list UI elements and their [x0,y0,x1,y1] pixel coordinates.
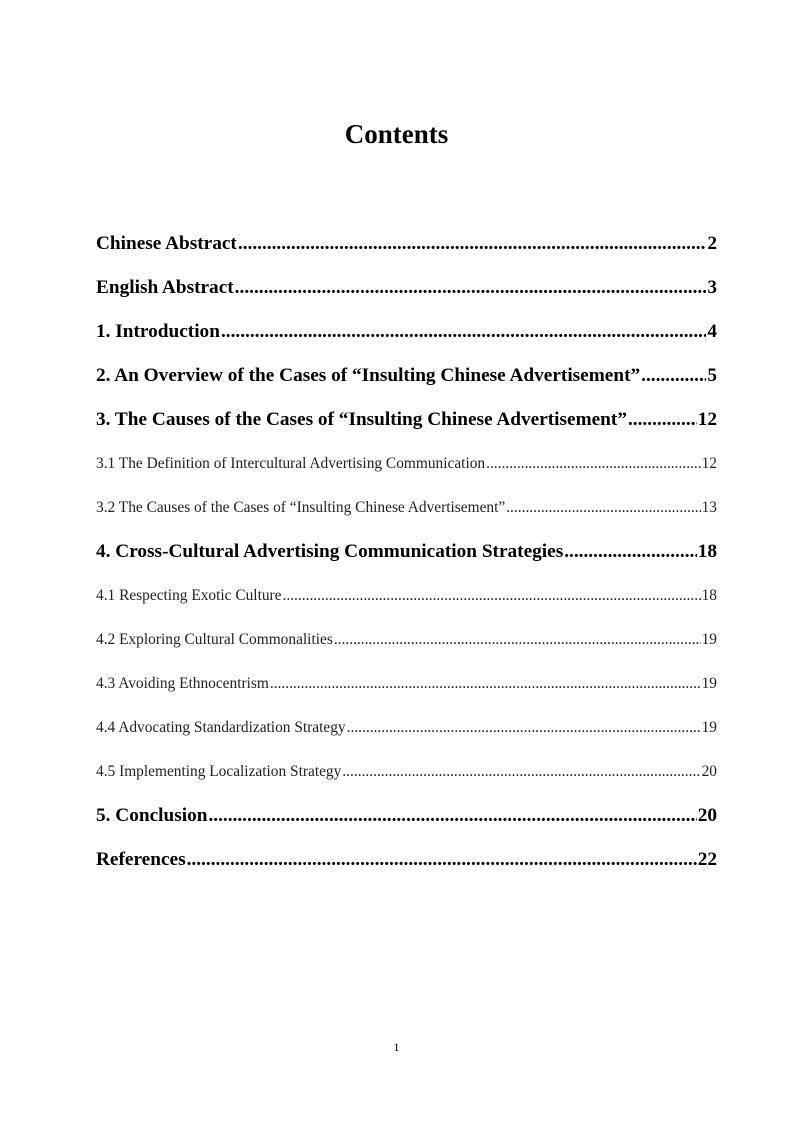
toc-entry-label: 4.5 Implementing Localization Strategy [96,763,342,780]
toc-entry-label: 4. Cross-Cultural Advertising Communication Strategies [96,541,564,562]
toc-entry-label: 4.2 Exploring Cultural Commonalities [96,631,333,648]
toc-entry-label: 4.3 Avoiding Ethnocentrism [96,675,269,692]
toc-entry-conclusion[interactable] [96,794,717,838]
toc-entry-page: 19 [701,675,717,692]
toc-entry-label: English Abstract [96,277,234,298]
toc-entry-page: 12 [697,409,717,430]
dot-leader [347,719,701,737]
toc-entry-english-abstract[interactable] [96,266,717,310]
toc-entry-3-2[interactable] [96,486,717,530]
dot-leader [283,587,701,605]
toc-entry-page: 2 [707,233,717,254]
toc-entry-causes[interactable] [96,398,717,442]
dot-leader [506,499,700,517]
page-title: Contents [344,119,449,149]
toc-entry-page: 3 [707,277,717,298]
toc-entry-label: 3. The Causes of the Cases of “Insulting Chinese Advertisement” [96,409,627,430]
dot-leader [208,805,696,827]
toc-entry-page: 12 [701,455,717,472]
toc-entry-page: 5 [707,365,717,386]
toc-entry-label: 4.4 Advocating Standardization Strategy [96,719,346,736]
dot-leader [221,321,706,343]
toc-entry-label: Chinese Abstract [96,233,237,254]
dot-leader [564,541,697,563]
toc-entry-page: 22 [697,849,717,870]
toc-entry-4-5[interactable] [96,750,717,794]
dot-leader [238,233,707,255]
toc-entry-label: 4.1 Respecting Exotic Culture [96,587,282,604]
dot-leader [342,763,700,781]
toc-entry-label: 2. An Overview of the Cases of “Insulting Chinese Advertisement” [96,365,641,386]
toc-entry-4-3[interactable] [96,662,717,706]
toc-entry-references[interactable] [96,838,717,882]
toc-entry-page: 13 [701,499,717,516]
toc-entry-chinese-abstract[interactable] [96,222,717,266]
toc-entry-page: 19 [701,631,717,648]
table-of-contents [96,222,717,882]
toc-entry-page: 18 [697,541,717,562]
toc-entry-label: 3.1 The Definition of Intercultural Advertising Communication [96,455,486,472]
toc-entry-4-2[interactable] [96,618,717,662]
dot-leader [270,675,701,693]
dot-leader [628,409,697,431]
dot-leader [334,631,701,649]
toc-entry-strategies[interactable] [96,530,717,574]
toc-entry-overview[interactable] [96,354,717,398]
toc-entry-label: 5. Conclusion [96,805,208,826]
toc-entry-page: 4 [707,321,717,342]
toc-entry-page: 20 [697,805,717,826]
dot-leader [235,277,707,299]
dot-leader [187,849,697,871]
toc-entry-page: 19 [701,719,717,736]
toc-entry-label: 1. Introduction [96,321,220,342]
toc-entry-4-4[interactable] [96,706,717,750]
toc-entry-introduction[interactable] [96,310,717,354]
dot-leader [486,455,701,473]
toc-entry-4-1[interactable] [96,574,717,618]
toc-entry-page: 18 [701,587,717,604]
page-number: 1 [393,1040,400,1054]
toc-entry-3-1[interactable] [96,442,717,486]
toc-entry-label: References [96,849,186,870]
toc-entry-label: 3.2 The Causes of the Cases of “Insulting Chinese Advertisement” [96,499,506,516]
dot-leader [641,365,706,387]
toc-entry-page: 20 [701,763,717,780]
